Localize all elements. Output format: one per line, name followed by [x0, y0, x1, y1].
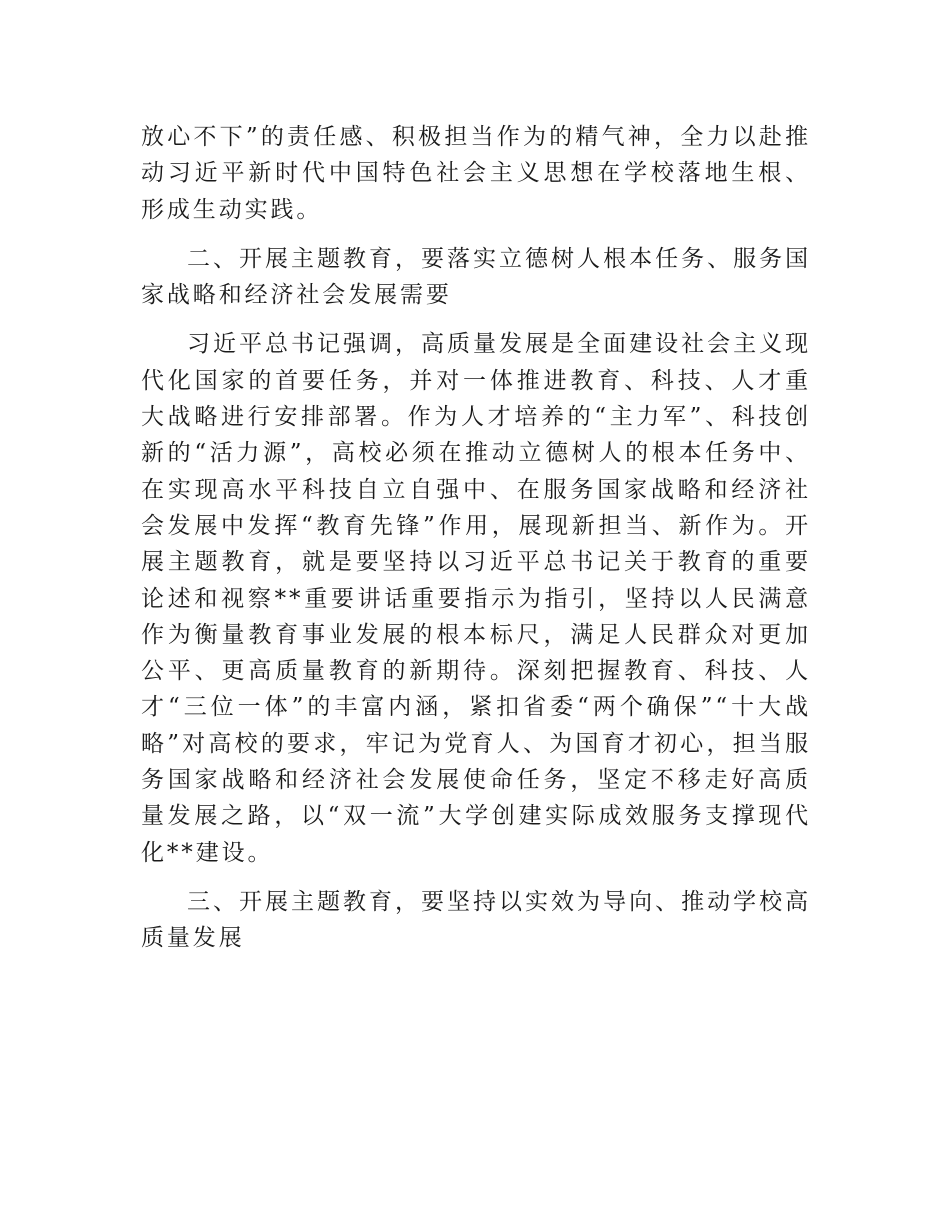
paragraph-body: 习近平总书记强调，高质量发展是全面建设社会主义现代化国家的首要任务，并对一体推进教育、科技、人才重大战略进行安排部署。作为人才培养的“主力军”、科技创新的“活力源”，高校必须在推动立德树人的根本任务中、在实现高水平科技自立自强中、在服务国家战略和经济社会发展中发挥“教育先锋”作用，展现新担当、新作为。开展主题教育，就是要坚持以习近平总书记关于教育的重要论述和视察**重要讲话重要指示为指引，坚持以人民满意作为衡量教育事业发展的根本标尺，满足人民群众对更加公平、更高质量教育的新期待。深刻把握教育、科技、人才“三位一体”的丰富内涵，紧扣省委“两个确保”“十大战略”对高校的要求，牢记为党育人、为国育才初心，担当服务国家战略和经济社会发展使命任务，坚定不移走好高质量发展之路，以“双一流”大学创建实际成效服务支撑现代化**建设。	[141, 331, 811, 866]
section-heading-3: 三、开展主题教育，要坚持以实效为导向、推动学校高质量发展	[141, 888, 811, 952]
document-body	[141, 119, 811, 970]
section-heading-2: 二、开展主题教育，要落实立德树人根本任务、服务国家战略和经济社会发展需要	[141, 245, 811, 309]
paragraph-continuation: 放心不下”的责任感、积极担当作为的精气神，全力以赴推动习近平新时代中国特色社会主义思想在学校落地生根、形成生动实践。	[141, 124, 811, 223]
